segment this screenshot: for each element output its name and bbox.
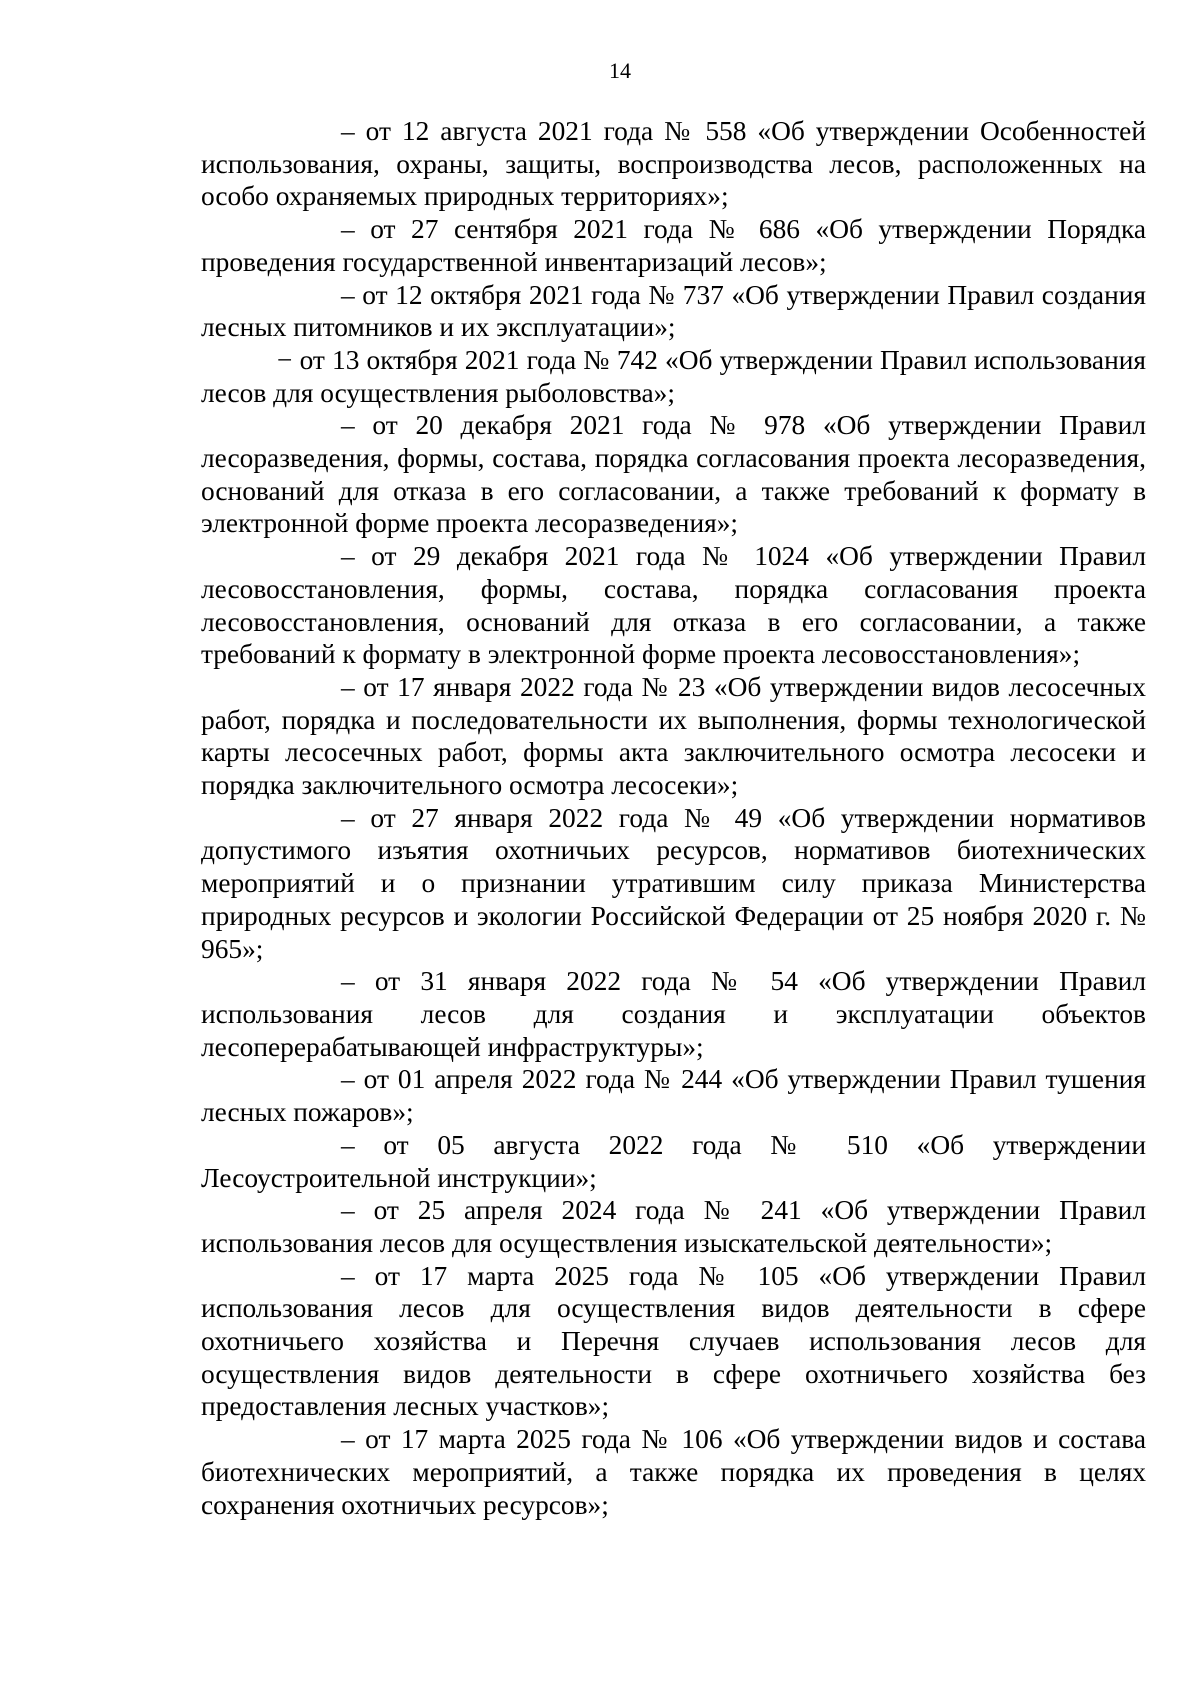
list-item: – от 05 августа 2022 года № 510 «Об утверждении Лесоустроительной инструкции»;: [201, 1129, 1146, 1193]
list-item: – от 17 марта 2025 года № 106 «Об утверждении видов и состава биотехнических мероприятий, а также порядка их проведения в целях сохранения охотничьих ресурсов»;: [201, 1424, 1146, 1520]
list-item: – от 31 января 2022 года № 54 «Об утверждении Правил использования лесов для создания и эксплуатации объектов лесоперерабатывающей инфраструктуры»;: [201, 966, 1146, 1062]
page-number: 14: [609, 58, 631, 83]
list-item: – от 20 декабря 2021 года № 978 «Об утверждении Правил лесоразведения, формы, состава, порядка согласования проекта лесоразведения, оснований для отказа в его согласовании, а также требований к формату в электронной форме проекта лесоразведения»;: [201, 410, 1146, 539]
list-item: – от 01 апреля 2022 года № 244 «Об утверждении Правил тушения лесных пожаров»;: [201, 1064, 1146, 1128]
list-item: – от 29 декабря 2021 года № 1024 «Об утверждении Правил лесовосстановления, формы, состава, порядка согласования проекта лесовосстановления, оснований для отказа в его согласовании, а также требований к формату в электронной форме проекта лесовосстановления»;: [201, 541, 1146, 670]
list-item: – от 17 января 2022 года № 23 «Об утверждении видов лесосечных работ, порядка и последовательности их выполнения, формы технологической карты лесосечных работ, формы акта заключительного осмотра лесосеки и порядка заключительного осмотра лесосеки»;: [201, 671, 1146, 801]
list-item: − от 13 октября 2021 года № 742 «Об утверждении Правил использования лесов для осуществления рыболовства»;: [201, 344, 1146, 408]
list-item: – от 12 октября 2021 года № 737 «Об утверждении Правил создания лесных питомников и их эксплуатации»;: [201, 279, 1146, 343]
list-item: – от 27 сентября 2021 года № 686 «Об утверждении Порядка проведения государственной инвентаризаций лесов»;: [201, 214, 1146, 277]
list-item: – от 27 января 2022 года № 49 «Об утверждении нормативов допустимого изъятия охотничьих ресурсов, нормативов биотехнических мероприятий и о признании утратившим силу приказа Министерства природных ресурсов и экологии Российской Федерации от 25 ноября 2020 г. № 965»;: [201, 802, 1146, 964]
document-body: [201, 115, 1146, 1521]
list-item: – от 17 марта 2025 года № 105 «Об утверждении Правил использования лесов для осуществления видов деятельности в сфере охотничьего хозяйства и Перечня случаев использования лесов для осуществления видов деятельности в сфере охотничьего хозяйства без предоставления лесных участков»;: [201, 1260, 1146, 1422]
list-item: – от 25 апреля 2024 года № 241 «Об утверждении Правил использования лесов для осуществления изыскательской деятельности»;: [201, 1195, 1146, 1258]
list-item: – от 12 августа 2021 года № 558 «Об утверждении Особенностей использования, охраны, защиты, воспроизводства лесов, расположенных на особо охраняемых природных территориях»;: [201, 116, 1146, 212]
